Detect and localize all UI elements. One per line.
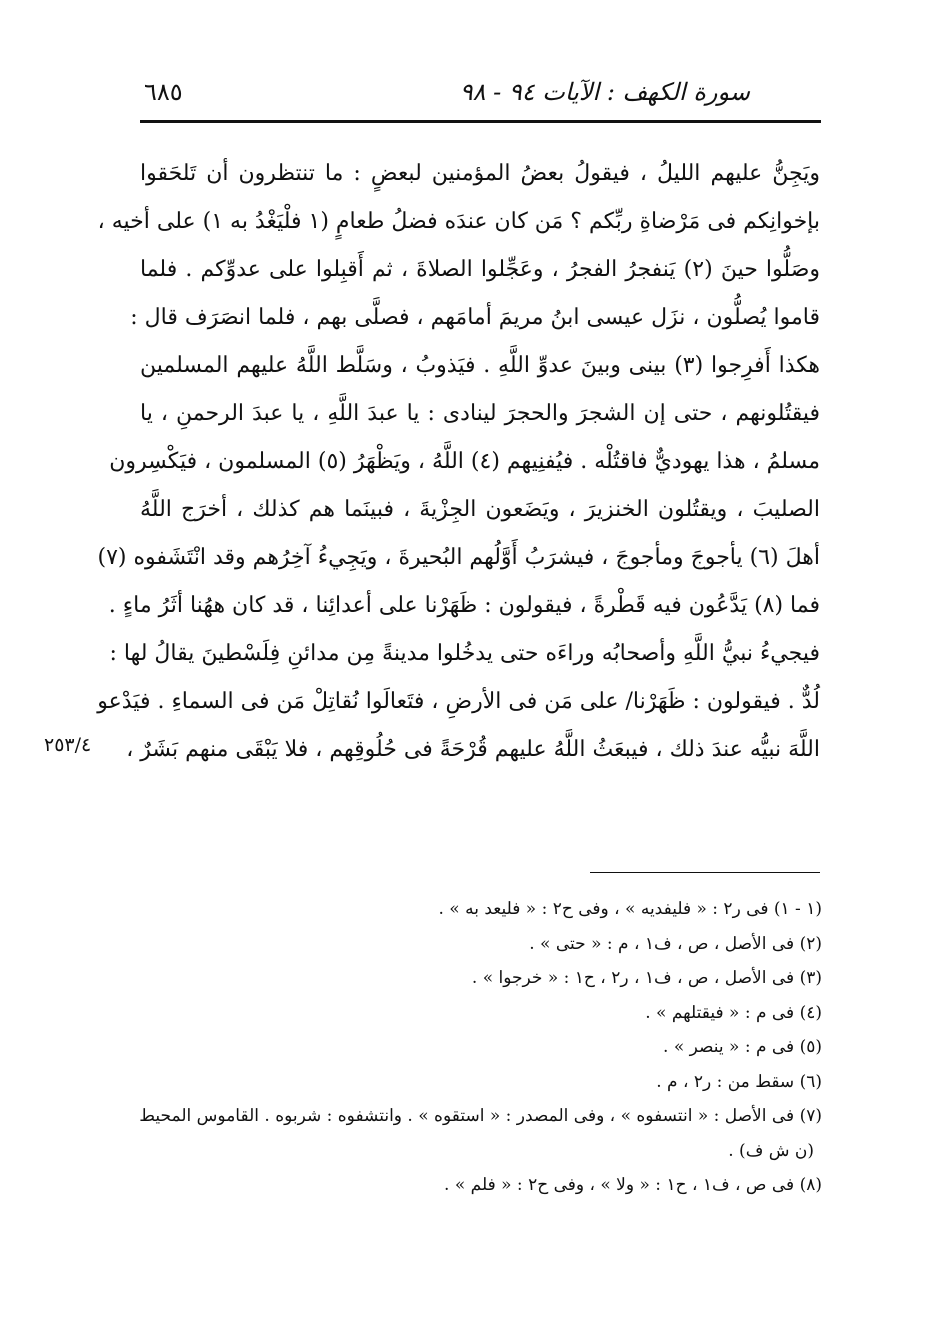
footnote: (٨) فى ص ، ف١ ، ح١ : « ولا » ، وفى ح٢ : « فلم » . <box>444 1175 822 1195</box>
body-line: الصليبَ ، ويقتُلون الخنزيرَ ، ويَضَعون الجِزْيةَ ، فبينَما هم كذلك ، أخرَج اللَّهُ <box>140 497 820 522</box>
body-text <box>97 150 820 774</box>
body-line: وصَلُّوا حينَ (٢) يَنفجرُ الفجرُ ، وعَجِّلوا الصلاةَ ، ثم أَقبِلوا على عدوِّكم . فلما <box>140 257 820 282</box>
footnote-rule <box>590 872 820 873</box>
body-line: فيجيءُ نبيُّ اللَّهِ وأصحابُه وراءَه حتى يدخُلوا مدينةً مِن مدائنِ فِلَسْطينَ يقالُ لها : <box>109 641 820 666</box>
footnote: (٤) فى م : « فيقتلهم » . <box>645 1002 822 1023</box>
body-line: أهلَ (٦) يأجوجَ ومأجوجَ ، فيشرَبُ أَوَّلُهم البُحيرةَ ، ويَجِيءُ آخِرُهم وقد انْتَشَفوه (٧) <box>97 545 820 570</box>
body-line: اللَّهَ نبيُّه عندَ ذلك ، فيبعَثُ اللَّهُ عليهم قُرْحَةً فى حُلُوقِهم ، فلا يَبْقَى منهم بَشَرٌ ، <box>126 737 820 762</box>
footnote: (٧) فى الأصل : « انتسفوه » ، وفى المصدر : « استقوه » . وانتشفوه : شربوه . القاموس المحيط <box>139 1106 822 1126</box>
body-line: لُدٌّ . فيقولون : ظَهَرْنا/ على مَن فى الأرضِ ، فتَعالَوا نُقاتِلْ مَن فى السماءِ . فيَدْعو <box>97 689 820 714</box>
footnote-continuation: (ن ش ف) . <box>728 1140 814 1161</box>
body-line: قاموا يُصلُّون ، نزَل عيسى ابنُ مريمَ أمامَهم ، فصلَّى بهم ، فلما انصَرَف قال : <box>130 305 820 330</box>
footnote: (٢) فى الأصل ، ص ، ف١ ، م : « حتى » . <box>529 933 822 954</box>
running-title: سورة الكهف : الآيات ٩٤ - ٩٨ <box>459 78 750 106</box>
footnote: (٣) فى الأصل ، ص ، ف١ ، ر٢ ، ح١ : « خرجوا » . <box>471 968 822 988</box>
body-line: فيقتُلونهم ، حتى إن الشجرَ والحجرَ لينادى : يا عبدَ اللَّهِ ، يا عبدَ الرحمنِ ، يا <box>140 401 820 426</box>
footnote: (١ - ١) فى ر٢ : « فليفديه » ، وفى ح٢ : « فليعد به » . <box>438 899 822 919</box>
header-rule <box>140 120 821 123</box>
footnotes <box>122 892 822 1203</box>
page-number: ٦٨٥ <box>144 78 183 106</box>
body-line: بإخوانِكم فى مَرْضاةِ ربِّكم ؟ مَن كان عندَه فضلُ طعامٍ (١ فلْيَغْدُ به ١) على أخيه ، <box>97 209 820 234</box>
footnote: (٦) سقط من : ر٢ ، م . <box>656 1071 822 1092</box>
body-line: ويَجِنُّ عليهم الليلُ ، فيقولُ بعضُ المؤمنين لبعضٍ : ما تنتظرون أن تَلحَقوا <box>140 161 820 186</box>
margin-reference: ٢٥٣/٤ <box>44 734 92 756</box>
body-line: فما (٨) يَدَّعُون فيه قَطْرةً ، فيقولون : ظَهَرْنا على أعدائِنا ، قد كان ههُنا أثَرُ ماءٍ . <box>108 593 820 618</box>
footnote: (٥) فى م : « ينصر » . <box>663 1037 822 1057</box>
page-header <box>140 78 820 118</box>
body-line: هكذا أَفرِجوا (٣) بينى وبينَ عدوِّ اللَّهِ . فيَذوبُ ، وسَلَّط اللَّهُ عليهم المسلمين <box>140 353 820 378</box>
body-line: مسلمُ ، هذا يهوديٌّ فاقتُلْه . فيُفنِيهم (٤) اللَّهُ ، ويَظْهَرُ (٥) المسلمون ، فيَكْسِرون <box>109 449 820 474</box>
